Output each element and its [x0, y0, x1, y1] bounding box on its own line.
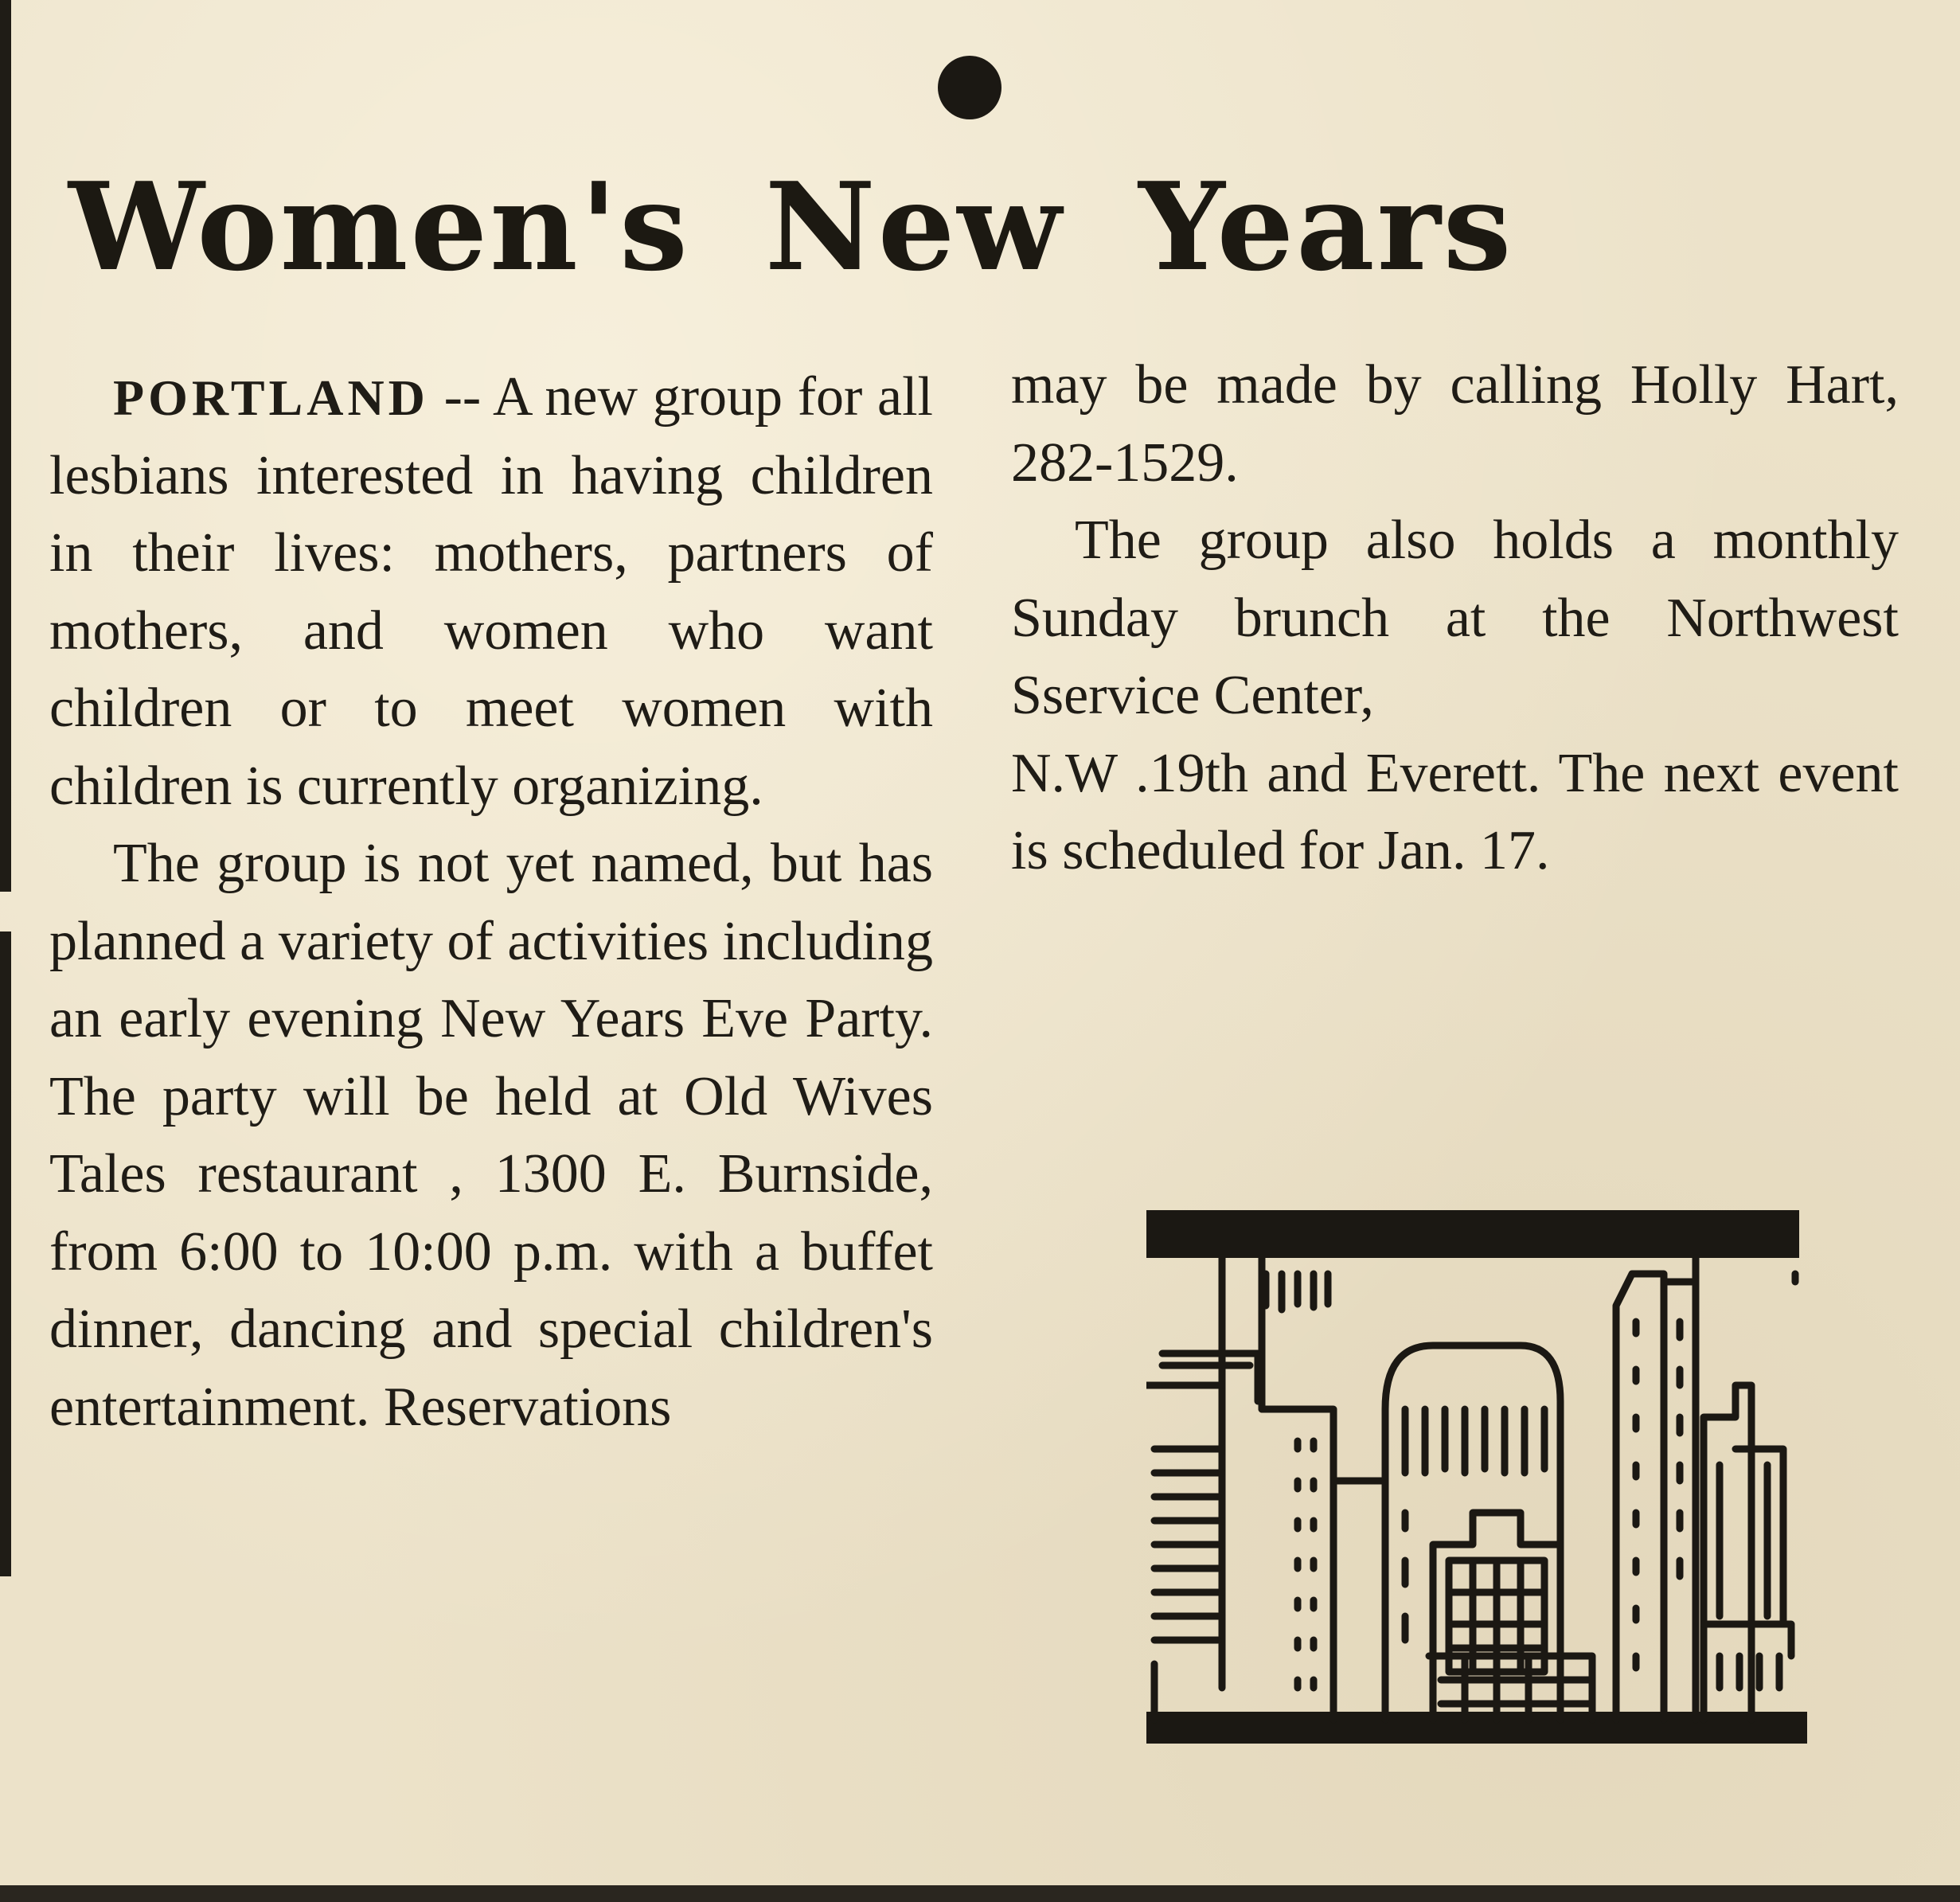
article-column-left [49, 358, 933, 1446]
lead-paragraph [49, 358, 933, 825]
lead-text: -- A new group for all lesbians interested in having children in their lives: mothers, partners of mothers, and women who want children or to meet women with children is currently organizing. [49, 366, 933, 817]
article-headline: Women's New Years [68, 155, 1514, 298]
section-bullet-icon [938, 56, 1001, 119]
left-column-rule [0, 0, 11, 892]
body-paragraph-2-continued: may be made by calling Holly Hart, 282-1529. [1011, 354, 1899, 494]
body-paragraph-2: The group is not yet named, but has planned a variety of activities including an early evening New Years Eve Party. The party will be held at Old Wives Tales restaurant , 1300 E. Burnside, from 6:00 to 10:00 p.m. with a buffet dinner, dancing and special children's entertainment. Reservations [49, 833, 933, 1438]
body-paragraph-3: The group also holds a monthly Sunday brunch at the Northwest Sservice Center, [1011, 510, 1899, 726]
body-paragraph-3-continued: N.W .19th and Everett. The next event is scheduled for Jan. 17. [1011, 742, 1899, 881]
article-column-right [1011, 346, 1899, 890]
dateline: PORTLAND [113, 369, 429, 426]
bottom-rule [0, 1885, 1960, 1902]
city-skyline-woodcut-icon [1146, 1210, 1807, 1759]
left-column-rule-lower [0, 931, 11, 1576]
